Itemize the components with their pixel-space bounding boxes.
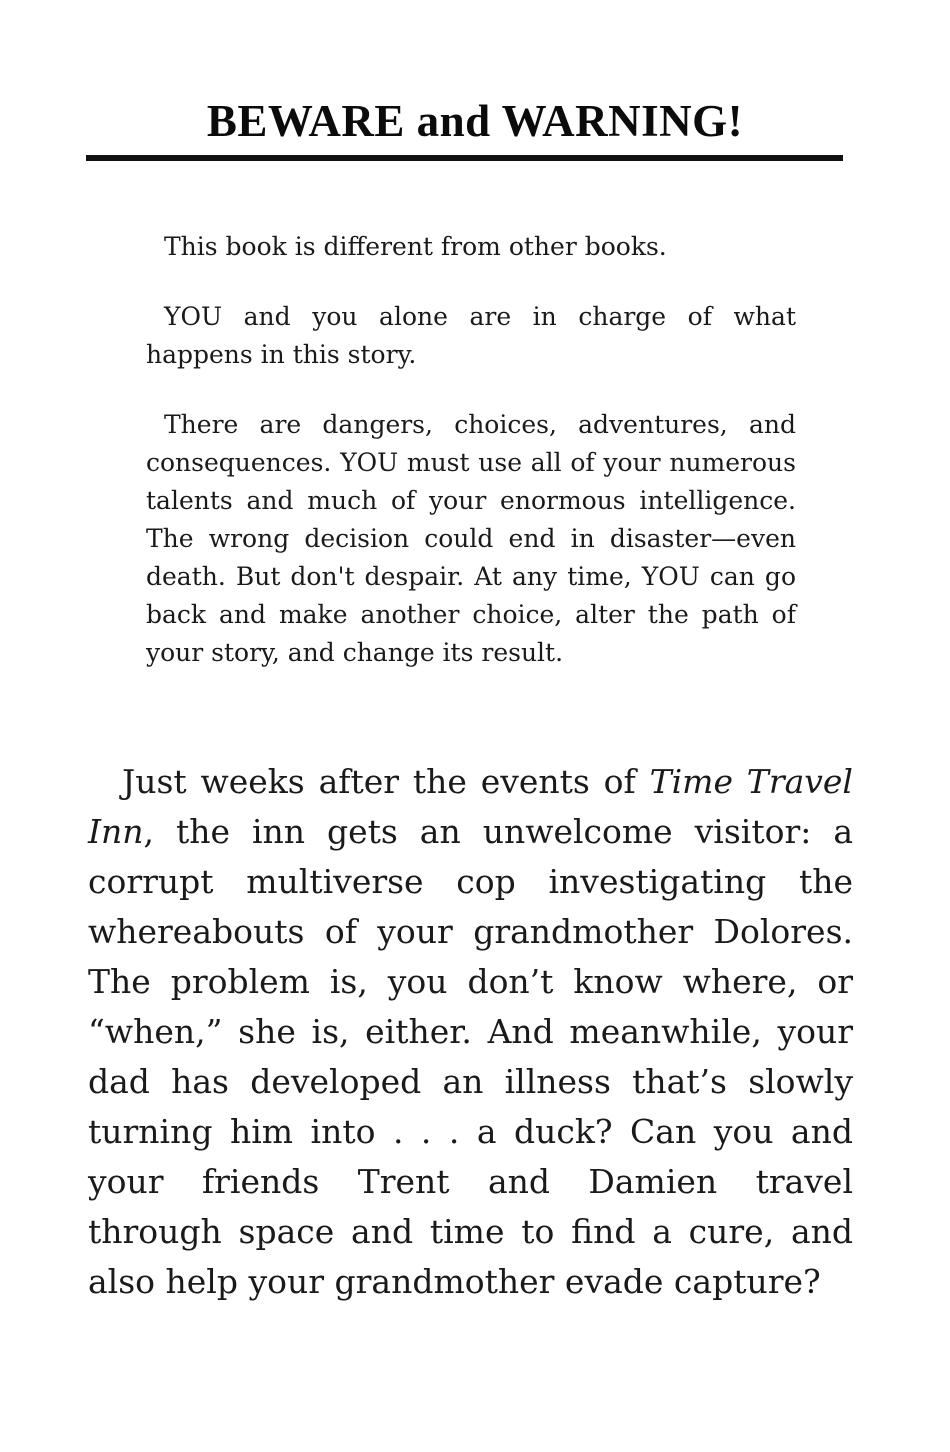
warning-paragraph-2: YOU and you alone are in charge of what happens in this story.	[146, 302, 796, 369]
synopsis-paragraph	[88, 757, 853, 1307]
synopsis-rest: , the inn gets an unwelcome visitor: a corrupt multiverse cop investigating the whereabouts of your grandmother Dolores. The problem is, you don’t know where, or “when,” she is, either. And meanwhile, your dad has developed an illness that’s slowly turning him into . . . a duck? Can you and your friends Trent and Damien travel through space and time to find a cure, and also help your grandmother evade capture?	[88, 812, 853, 1301]
title-divider-rule	[86, 155, 843, 161]
synopsis-lead-in: Just weeks after the events of	[122, 762, 650, 801]
warning-text-block	[146, 228, 796, 672]
referenced-book-title: Time Travel Inn	[88, 762, 853, 851]
synopsis-text-block	[88, 757, 853, 1307]
warning-paragraph-3: There are dangers, choices, adventures, and consequences. YOU must use all of your numerous talents and much of your enormous intelligence. The wrong decision could end in disaster—even death. But don't despair. At any time, YOU can go back and make another choice, alter the path of your story, and change its result.	[146, 410, 796, 667]
warning-paragraph-1: This book is different from other books.	[164, 232, 667, 261]
page-title: BEWARE and WARNING!	[206, 96, 744, 146]
title-zone	[0, 98, 950, 145]
